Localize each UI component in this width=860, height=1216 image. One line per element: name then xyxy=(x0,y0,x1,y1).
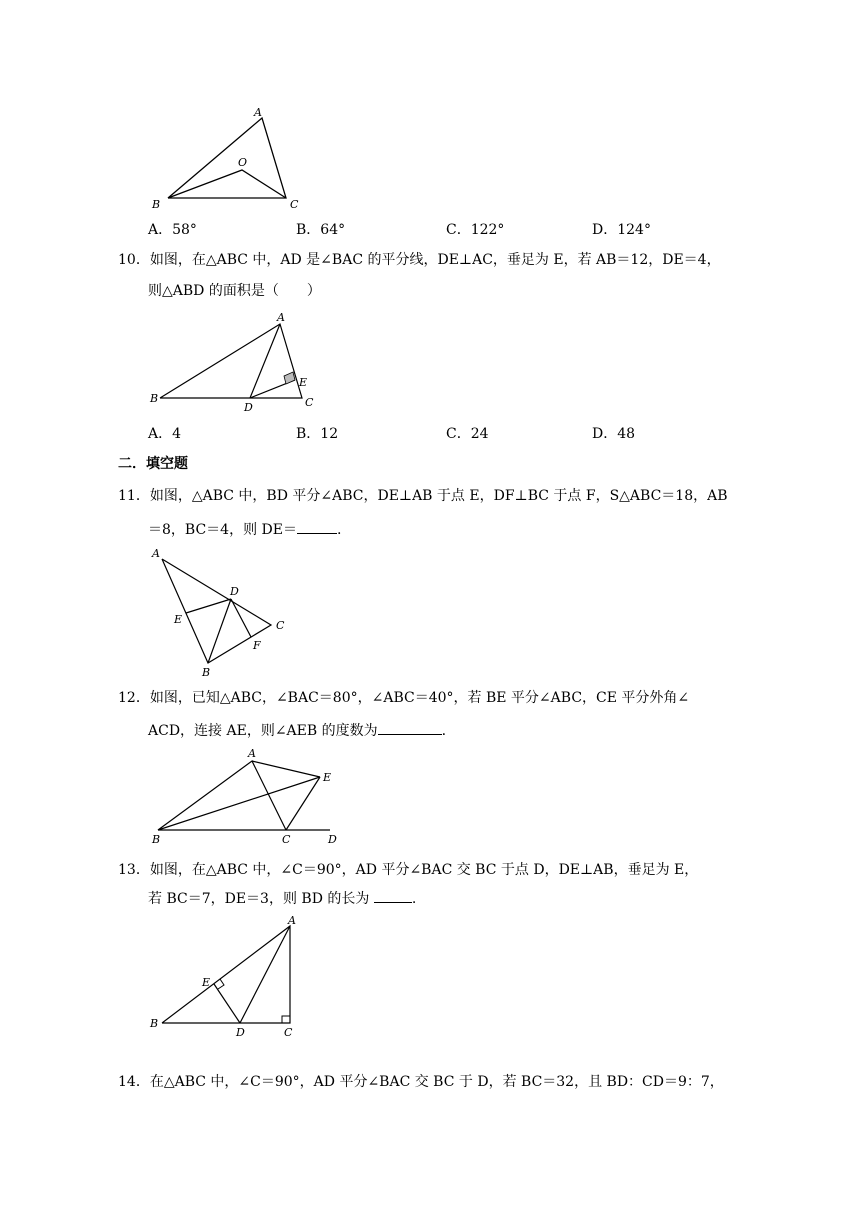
q10-figure xyxy=(150,310,325,414)
q11-stem-line1: 11．如图，△ABC 中，BD 平分∠ABC，DE⊥AB 于点 E，DF⊥BC 于点 F，S△ABC＝18，AB xyxy=(118,488,728,504)
q11-label-b: B xyxy=(202,666,211,679)
q10-option-d: D．48 xyxy=(592,426,636,442)
q12-stem-line2 xyxy=(148,720,446,741)
q9-option-d: D．124° xyxy=(592,222,651,238)
section-heading-fill-in: 二．填空题 xyxy=(118,456,188,472)
q12-label-c: C xyxy=(282,833,291,846)
q13-label-a: A xyxy=(288,914,296,927)
q10-label-c: C xyxy=(305,396,314,409)
q13-answer-blank[interactable] xyxy=(374,888,412,903)
q10-segment-ad xyxy=(250,324,280,398)
q10-option-b: B．12 xyxy=(296,426,339,442)
q13-right-angle-mark-c xyxy=(282,1016,290,1023)
q11-stem-line2 xyxy=(148,519,341,540)
q9-option-b: B．64° xyxy=(296,222,346,238)
q11-segment-de xyxy=(186,599,231,613)
q11-label-f: F xyxy=(253,639,261,652)
q13-stem-line2-end: . xyxy=(411,891,417,907)
q13-label-b: B xyxy=(150,1017,159,1030)
q9-label-b: B xyxy=(152,198,161,211)
q9-option-c: C．122° xyxy=(446,222,505,238)
q11-label-d: D xyxy=(230,585,239,598)
q9-option-a: A．58° xyxy=(148,222,197,238)
q9-label-a: A xyxy=(254,106,262,119)
q11-label-c: C xyxy=(276,619,285,632)
q10-label-b: B xyxy=(150,392,159,405)
q12-label-e: E xyxy=(323,771,332,784)
q12-segment-be xyxy=(158,777,320,830)
q12-label-a: A xyxy=(248,747,256,760)
q11-figure xyxy=(148,545,298,680)
q10-label-e: E xyxy=(299,376,308,389)
q11-label-e: E xyxy=(174,613,183,626)
q12-stem-line2-text: ACD，连接 AE，则∠AEB 的度数为 xyxy=(148,723,378,739)
q11-segment-df xyxy=(231,599,251,637)
q12-label-d: D xyxy=(328,833,337,846)
q13-triangle xyxy=(162,926,290,1023)
q10-label-a: A xyxy=(277,311,285,324)
q11-label-a: A xyxy=(152,547,160,560)
q12-triangle-abc xyxy=(158,761,286,830)
q13-segment-ad xyxy=(240,926,290,1023)
q12-answer-blank[interactable] xyxy=(378,720,442,735)
q9-label-o: O xyxy=(238,156,248,169)
q10-option-a: A．4 xyxy=(148,426,182,442)
q11-segment-bd xyxy=(208,599,231,663)
q10-triangle xyxy=(160,324,302,398)
q12-label-b: B xyxy=(152,833,161,846)
q9-label-c: C xyxy=(290,198,299,211)
q12-segment-ae xyxy=(252,761,320,777)
q11-stem-line2-end: . xyxy=(336,522,342,538)
q14-stem-line1: 14．在△ABC 中，∠C＝90°，AD 平分∠BAC 交 BC 于 D，若 BC＝32，且 BD：CD＝9：7， xyxy=(118,1074,724,1090)
q13-label-c: C xyxy=(284,1026,293,1039)
q13-stem-line2-text: 若 BC＝7，DE＝3，则 BD 的长为 xyxy=(148,891,374,907)
q10-label-d: D xyxy=(244,401,253,414)
q10-right-angle-mark xyxy=(284,372,295,384)
q13-figure xyxy=(148,912,308,1042)
q13-label-d: D xyxy=(236,1026,245,1039)
q13-stem-line2 xyxy=(148,888,416,909)
q12-stem-line2-end: . xyxy=(441,723,447,739)
q12-stem-line1: 12．如图，已知△ABC，∠BAC＝80°，∠ABC＝40°，若 BE 平分∠ABC，CE 平分外角∠ xyxy=(118,690,690,706)
q10-stem-line2: 则△ABD 的面积是（ ） xyxy=(148,283,321,299)
q11-stem-line2-text: ＝8，BC＝4，则 DE＝ xyxy=(148,522,297,538)
q12-figure xyxy=(148,745,353,850)
q13-segment-de xyxy=(214,984,240,1023)
q12-segment-ce xyxy=(286,777,320,830)
q13-label-e: E xyxy=(202,976,211,989)
q11-answer-blank[interactable] xyxy=(297,519,337,534)
q10-stem-line1: 10．如图，在△ABC 中，AD 是∠BAC 的平分线，DE⊥AC，垂足为 E，若 AB＝12，DE＝4， xyxy=(118,252,721,268)
q9-figure xyxy=(150,100,310,215)
q13-stem-line1: 13．如图，在△ABC 中，∠C＝90°，AD 平分∠BAC 交 BC 于点 D，DE⊥AB，垂足为 E， xyxy=(118,862,699,878)
q9-segments-bo-oc xyxy=(168,170,286,198)
q10-option-c: C．24 xyxy=(446,426,489,442)
